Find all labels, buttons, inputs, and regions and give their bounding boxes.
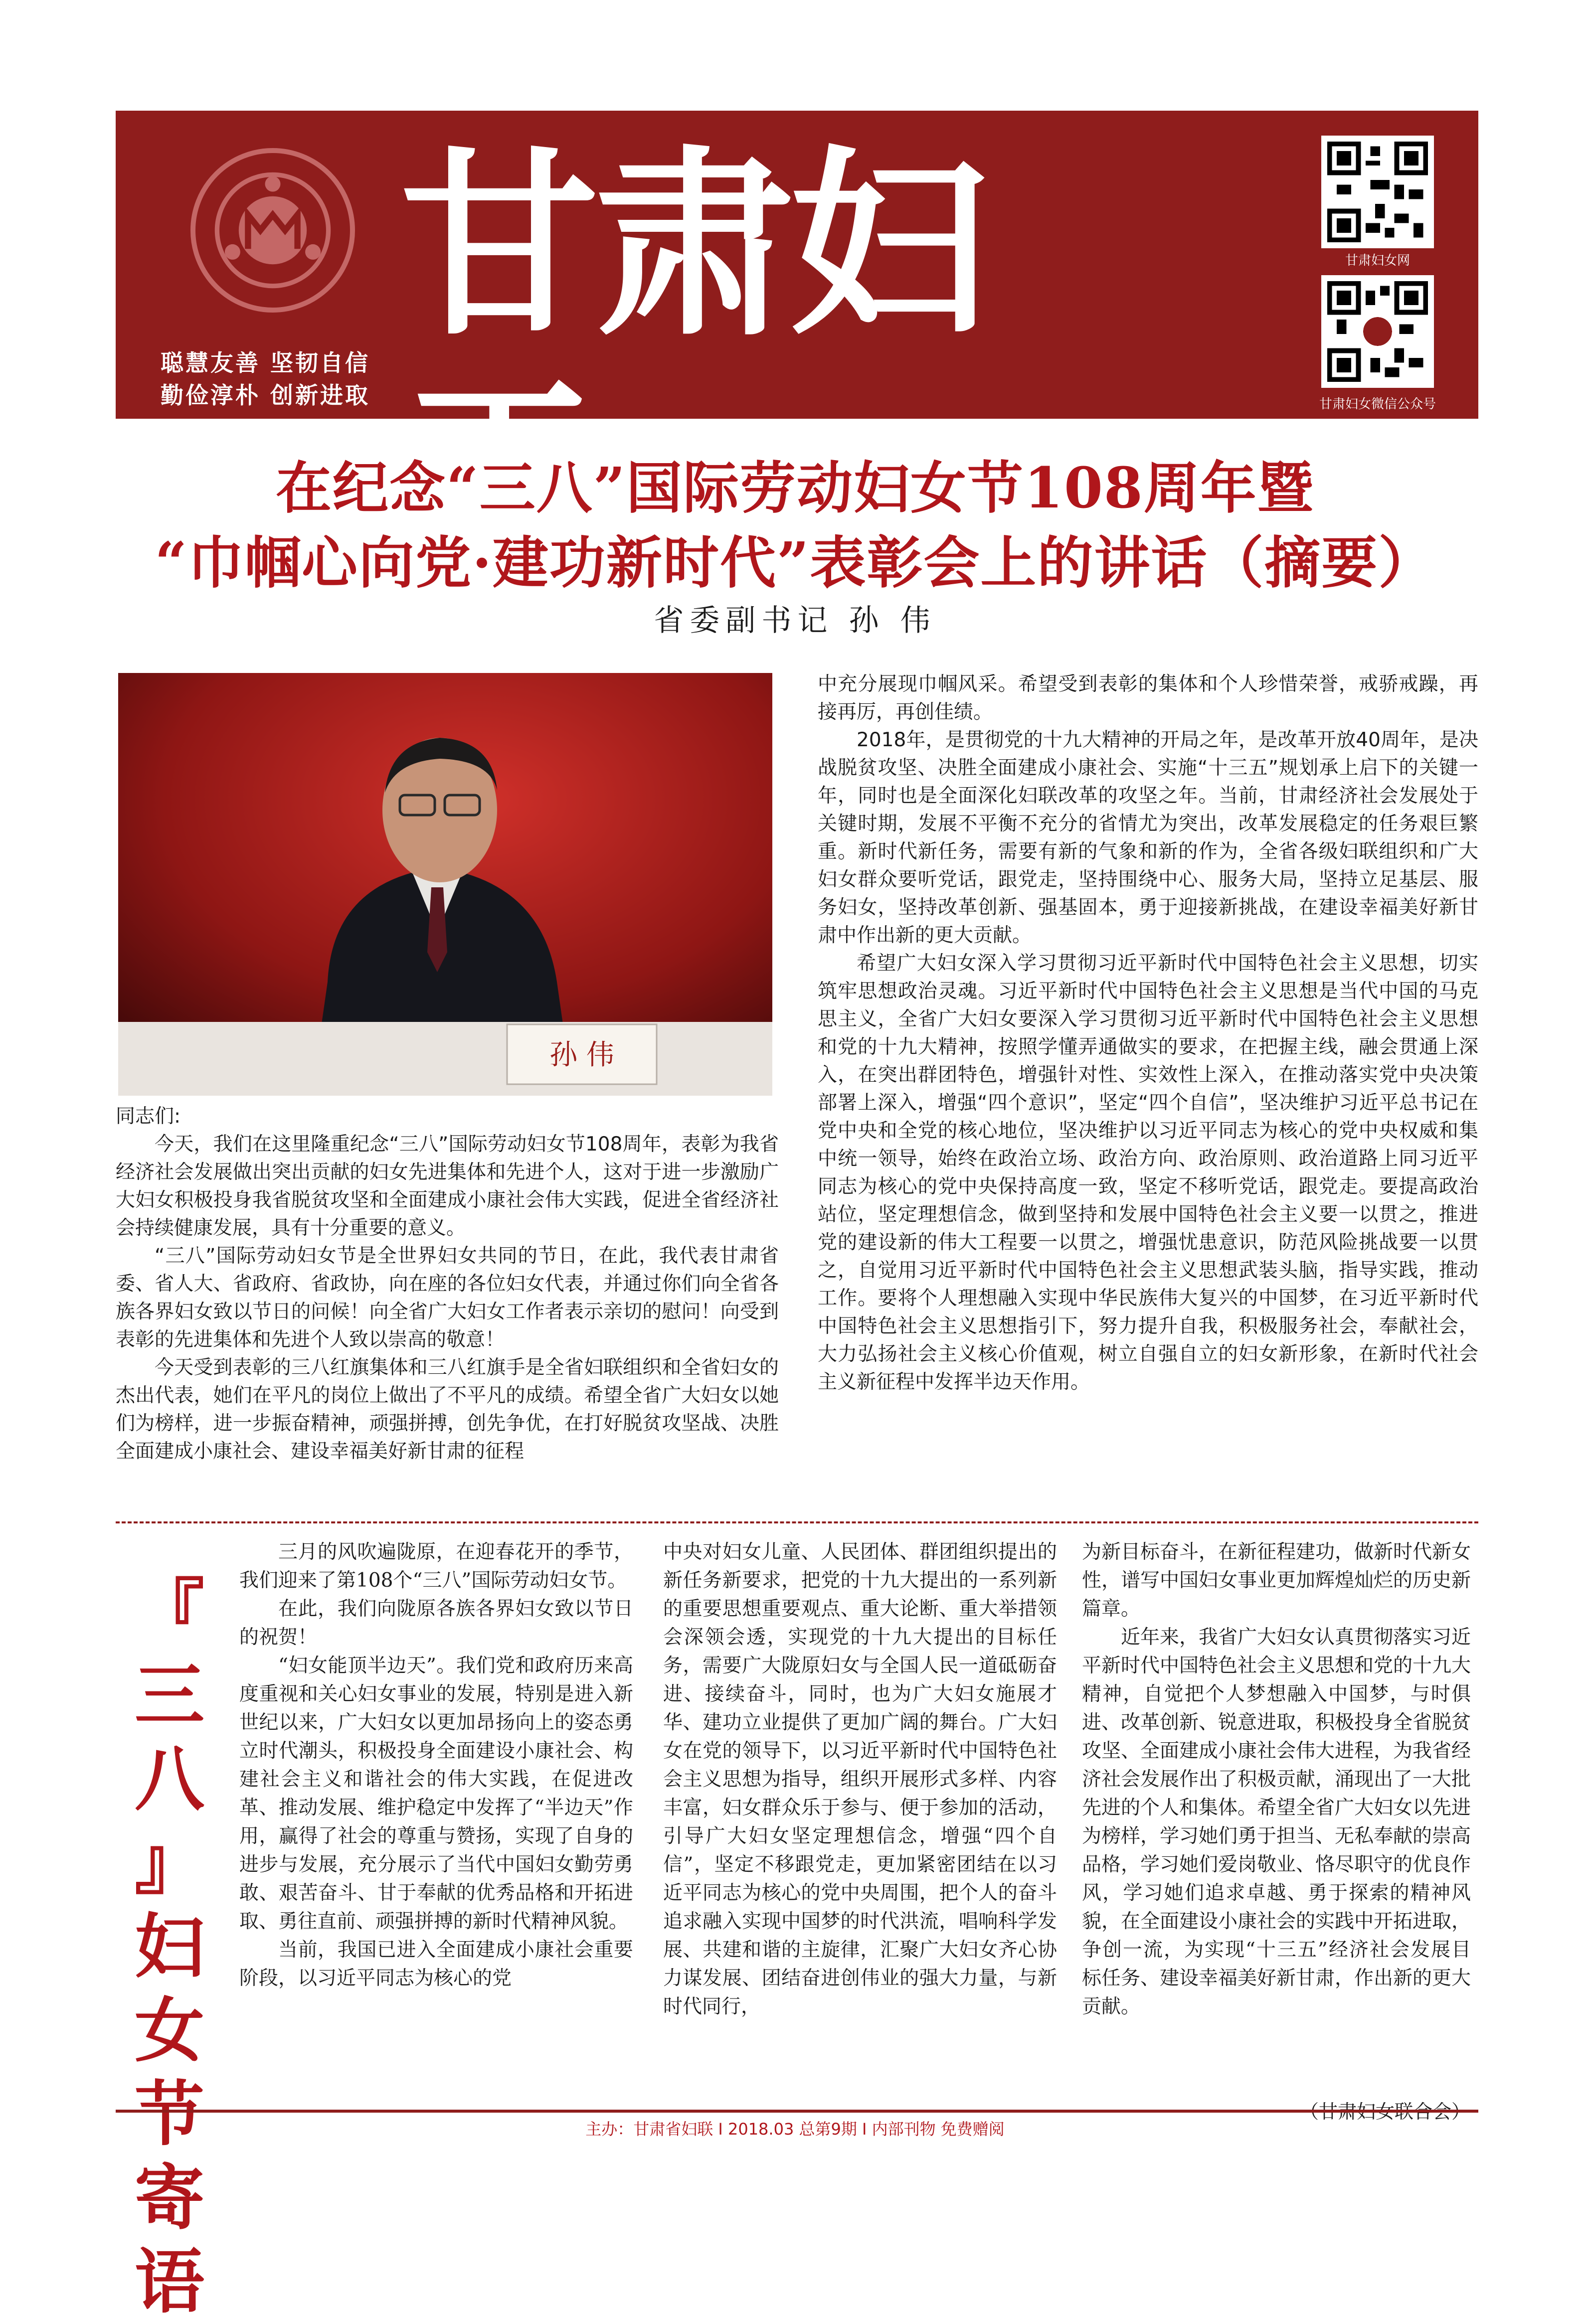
masthead-title: 甘肃妇工 xyxy=(400,128,983,582)
message-paragraph: 在此，我们向陇原各族各界妇女致以节日的祝贺！ xyxy=(239,1598,633,1649)
women-federation-emblem-icon xyxy=(190,148,355,313)
speech-paragraph: 今天，我们在这里隆重纪念“三八”国际劳动妇女节108周年，表彰为我省经济社会发展做出突出贡献的妇女先进集体和先进个人，这对于进一步激励广大妇女积极投身我省脱贫攻坚和全面建成小康社会伟大实践，促进全省经济社会持续健康发展，具有十分重要的意义。 xyxy=(116,1133,779,1239)
message-vertical-title xyxy=(120,1570,219,2324)
title-char: 』 xyxy=(134,1823,204,1904)
title-char: 三 xyxy=(134,1655,204,1737)
speech-column-right xyxy=(818,670,1478,1396)
footer-rule xyxy=(116,2110,1478,2113)
qr-caption-website: 甘肃妇女网 xyxy=(1345,253,1410,268)
message-paragraph: 三月的风吹遍陇原，在迎春花开的季节，我们迎来了第108个“三八”国际劳动妇女节。 xyxy=(239,1541,633,1592)
qr-code-website xyxy=(1321,136,1434,248)
speech-paragraph: 2018年，是贯彻党的十九大精神的开局之年，是改革开放40周年，是决战脱贫攻坚、决胜全面建成小康社会、实施“十三五”规划承上启下的关键一年，同时也是全面深化妇联改革的攻坚之年。当前，甘肃经济社会发展处于关键时期，发展不平衡不充分的省情尤为突出，改革发展稳定的任务艰巨繁重。新时代新任务，需要有新的气象和新的作为，全省各级妇联组织和广大妇女群众要听党话，跟党走，坚持围绕中心、服务大局，坚持立足基层、服务妇女，坚持改革创新、强基固本，勇于迎接新挑战，在建设幸福美好新甘肃中作出新的更大贡献。 xyxy=(818,729,1478,947)
message-column-1 xyxy=(239,1538,633,1992)
speaker-photo xyxy=(118,673,772,1096)
speech-column-left xyxy=(116,1103,779,1466)
section-divider xyxy=(116,1521,1478,1523)
title-char: 节 xyxy=(134,2074,204,2156)
title-char: 八 xyxy=(134,1739,204,1821)
message-column-3 xyxy=(1082,1538,1471,2021)
footer-info: 主办：甘肃省妇联 I 2018.03 总第9期 I 内部刊物 免费赠阅 xyxy=(585,2120,1005,2139)
qr-code-wechat xyxy=(1321,275,1434,388)
message-paragraph: 为新目标奋斗，在新征程建功，做新时代新女性，谱写中国妇女事业更加辉煌灿烂的历史新篇章。 xyxy=(1082,1541,1471,1620)
speaker-photo-illustration xyxy=(118,673,772,1096)
nameplate-text: 孙 伟 xyxy=(549,1039,614,1071)
slogan-line-2: 勤俭淳朴 创新进取 xyxy=(161,382,370,409)
message-paragraph: 当前，我国已进入全面建成小康社会重要阶段，以习近平同志为核心的党 xyxy=(239,1939,633,1990)
message-column-2 xyxy=(663,1538,1057,2021)
slogan-line-1: 聪慧友善 坚韧自信 xyxy=(161,349,370,376)
speech-greeting: 同志们: xyxy=(116,1105,181,1128)
title-char: 语 xyxy=(134,2241,204,2323)
message-paragraph: 中央对妇女儿童、人民团体、群团组织提出的新任务新要求，把党的十九大提出的一系列新的重要思想重要观点、重大论断、重大举措领会深领会透，实现党的十九大提出的目标任务，需要广大陇原妇女与全国人民一道砥砺奋进、接续奋斗，同时，也为广大妇女施展才华、建功立业提供了更加广阔的舞台。广大妇女在党的领导下，以习近平新时代中国特色社会主义思想为指导，组织开展形式多样、内容丰富，妇女群众乐于参与、便于参加的活动，引导广大妇女坚定理想信念，增强“四个自信”，坚定不移跟党走，更加紧密团结在以习近平同志为核心的党中央周围，把个人的奋斗追求融入实现中国梦的时代洪流，唱响科学发展、共建和谐的主旋律，汇聚广大妇女齐心协力谋发展、团结奋进创伟业的强大力量，与新时代同行， xyxy=(663,1541,1057,2018)
speech-paragraph: 今天受到表彰的三八红旗集体和三八红旗手是全省妇联组织和全省妇女的杰出代表，她们在平凡的岗位上做出了不平凡的成绩。希望全省广大妇女以她们为榜样，进一步振奋精神，顽强拼搏，创先争优，在打好脱贫攻坚战、决胜全面建成小康社会、建设幸福美好新甘肃的征程 xyxy=(116,1356,779,1463)
byline: 省委副书记 孙 伟 xyxy=(654,603,936,638)
title-char: 妇 xyxy=(134,1906,204,1988)
title-char: 寄 xyxy=(134,2158,204,2239)
message-paragraph: 近年来，我省广大妇女认真贯彻落实习近平新时代中国特色社会主义思想和党的十九大精神，自觉把个人梦想融入中国梦，与时俱进、改革创新、锐意进取，积极投身全省脱贫攻坚、全面建成小康社会伟大进程，为我省经济社会发展作出了积极贡献，涌现出了一大批先进的个人和集体。希望全省广大妇女以先进为榜样，学习她们勇于担当、无私奉献的崇高品格，学习她们爱岗敬业、恪尽职守的优良作风，学习她们追求卓越、勇于探索的精神风貌，在全面建设小康社会的实践中开拓进取，争创一流，为实现“十三五”经济社会发展目标任务、建设幸福美好新甘肃，作出新的更大贡献。 xyxy=(1082,1626,1471,2018)
message-paragraph: “妇女能顶半边天”。我们党和政府历来高度重视和关心妇女事业的发展，特别是进入新世纪以来，广大妇女以更加昂扬向上的姿态勇立时代潮头，积极投身全面建设小康社会、构建社会主义和谐社会的伟大实践，在促进改革、推动发展、维护稳定中发挥了“半边天”作用，赢得了社会的尊重与赞扬，实现了自身的进步与发展，充分展示了当代中国妇女勤劳勇敢、艰苦奋斗、甘于奉献的优秀品格和开拓进取、勇往直前、顽强拼搏的新时代精神风貌。 xyxy=(239,1655,633,1933)
qr-caption-wechat: 甘肃妇女微信公众号 xyxy=(1319,397,1436,412)
speech-paragraph: 中充分展现巾帼风采。希望受到表彰的集体和个人珍惜荣誉，戒骄戒躁，再接再厉，再创佳绩。 xyxy=(818,673,1478,723)
headline-line-1: 在纪念“三八”国际劳动妇女节108周年暨 xyxy=(276,456,1314,521)
title-char: 女 xyxy=(134,1990,204,2072)
message-signature: （甘肃妇女联合会） xyxy=(1299,2101,1470,2123)
speech-paragraph: 希望广大妇女深入学习贯彻习近平新时代中国特色社会主义思想，切实筑牢思想政治灵魂。习近平新时代中国特色社会主义思想是当代中国的马克思主义，全省广大妇女要深入学习贯彻习近平新时代中国特色社会主义思想和党的十九大精神，按照学懂弄通做实的要求，在把握主线，融会贯通上深入，在突出群团特色，增强针对性、实效性上深入，在推动落实党中央决策部署上深入，增强“四个意识”，坚定“四个自信”，坚决维护习近平总书记在党中央和全党的核心地位，坚决维护以习近平同志为核心的党中央权威和集中统一领导，始终在政治立场、政治方向、政治原则、政治道路上同习近平同志为核心的党中央保持高度一致，坚定不移听党话，跟党走。要提高政治站位，坚定理想信念，做到坚持和发展中国特色社会主义要一以贯之，推进党的建设新的伟大工程要一以贯之，增强忧患意识，防范风险挑战要一以贯之，自觉用习近平新时代中国特色社会主义思想武装头脑，指导实践，推动工作。要将个人理想融入实现中华民族伟大复兴的中国梦，在习近平新时代中国特色社会主义思想指引下，努力提升自我，积极服务社会，奉献社会，大力弘扬社会主义核心价值观，树立自强自立的妇女新形象，在新时代社会主义新征程中发挥半边天作用。 xyxy=(818,952,1478,1393)
speech-paragraph: “三八”国际劳动妇女节是全世界妇女共同的节日，在此，我代表甘肃省委、省人大、省政府、省政协，向在座的各位妇女代表，并通过你们向全省各族各界妇女致以节日的问候！向全省广大妇女工作者表示亲切的慰问！向受到表彰的先进集体和先进个人致以崇高的敬意！ xyxy=(116,1245,779,1351)
headline-line-2: “巾帼心向党·建功新时代”表彰会上的讲话（摘要） xyxy=(155,530,1435,596)
title-char: 『 xyxy=(134,1571,204,1653)
